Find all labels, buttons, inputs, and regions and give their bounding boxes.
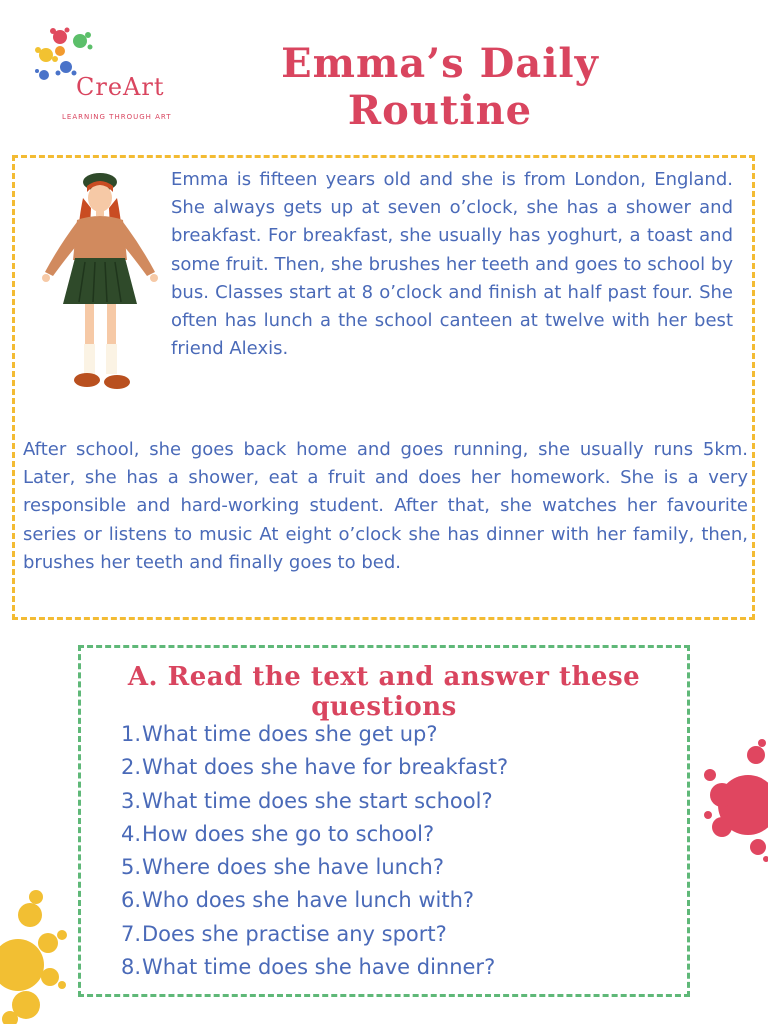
question-number: 6.: [120, 888, 141, 913]
question-item: [119, 718, 508, 751]
question-number: 5.: [120, 855, 141, 880]
red-paint-splat-icon: [700, 735, 768, 865]
exercise-heading: A. Read the text and answer these questions: [127, 662, 641, 722]
question-number: 2.: [120, 755, 141, 780]
question-text: What time does she start school?: [142, 788, 493, 813]
story-paragraph-top: Emma is fifteen years old and she is from London, England. She always gets up at seven o’clock, she has a shower and breakfast. For breakfast, she usually has yoghurt, a toast and some fruit. Then, she brushes her teeth and goes to school by bus. Classes start at 8 o’clock and finish at half past four. She often has lunch a the school canteen at twelve with her best friend Alexis.: [171, 169, 733, 360]
yellow-paint-splat-icon: [0, 885, 75, 1024]
question-item: [119, 818, 508, 851]
question-item: [119, 884, 508, 917]
logo-tagline: LEARNING THROUGH ART: [62, 113, 172, 121]
question-text: Who does she have lunch with?: [142, 888, 475, 913]
question-text: Where does she have lunch?: [142, 855, 444, 880]
question-text: How does she go to school?: [142, 821, 435, 846]
reading-text-box: [12, 155, 755, 620]
question-number: 4.: [120, 821, 141, 846]
logo-name: CreArt: [76, 73, 165, 101]
question-item: [119, 918, 508, 951]
girl-illustration-icon: [35, 168, 165, 408]
question-item: [119, 751, 508, 784]
question-number: 3.: [120, 788, 141, 813]
page-title: Emma’s Daily Routine: [281, 40, 599, 134]
questions-box: [78, 645, 690, 997]
question-text: What does she have for breakfast?: [142, 755, 509, 780]
question-item: [119, 951, 508, 984]
question-item: [119, 785, 508, 818]
question-list: [119, 718, 508, 984]
question-item: [119, 851, 508, 884]
story-paragraph-bottom: After school, she goes back home and goes running, she usually runs 5km. Later, she has a shower, eat a fruit and does her homework. She is a very responsible and hard-working student. After that, she watches her favourite series or listens to music At eight o’clock she has dinner with her family, then, brushes her teeth and finally goes to bed.: [23, 439, 748, 573]
question-number: 7.: [120, 921, 141, 946]
question-text: What time does she get up?: [142, 722, 438, 746]
question-number: 8.: [120, 955, 141, 980]
question-text: Does she practise any sport?: [142, 921, 447, 946]
question-number: 1.: [120, 722, 141, 746]
creart-logo: [30, 25, 170, 125]
question-text: What time does she have dinner?: [142, 955, 496, 980]
